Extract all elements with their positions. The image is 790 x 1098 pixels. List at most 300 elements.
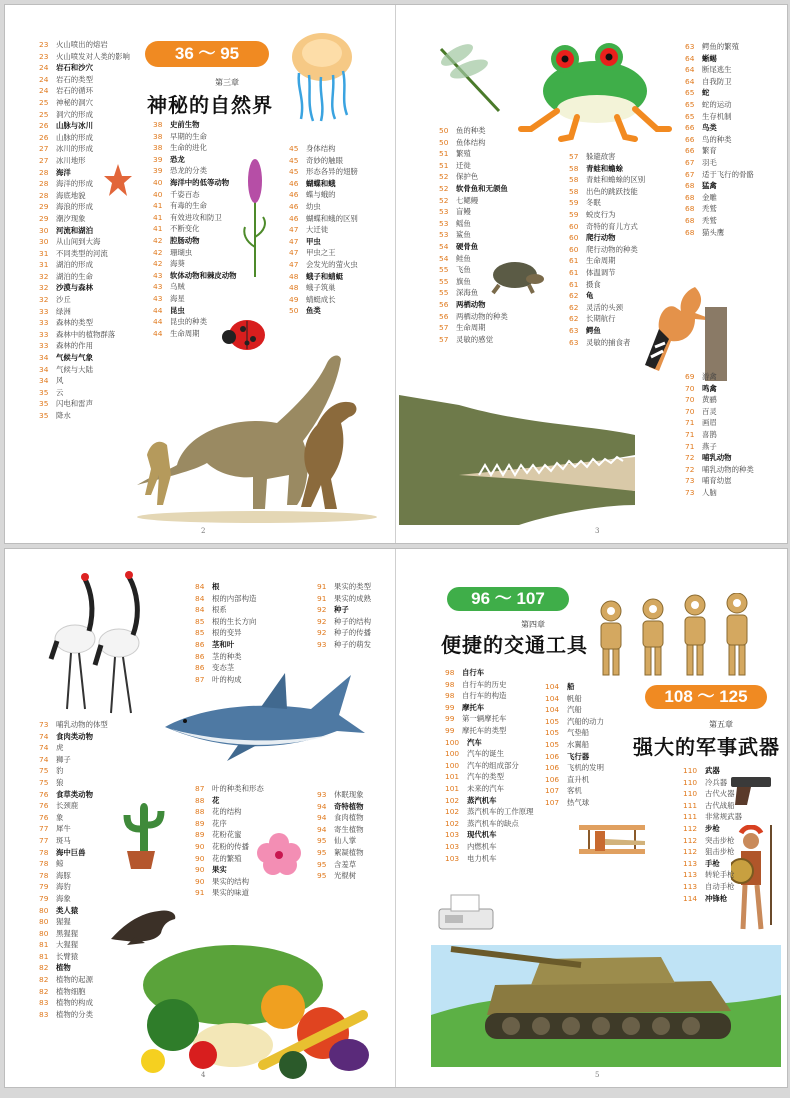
toc-page-number: 56 [439,299,449,309]
toc-entry [545,785,604,797]
toc-entry [289,259,358,271]
toc-entry-title: 潮汐现象 [56,213,86,223]
toc-entry-title: 海洋中的低等动物 [170,177,230,187]
toc-entry [195,662,256,674]
toc-entry [683,788,742,800]
toc-entry-title: 哺乳动物的种类 [702,464,754,474]
toc-page-number: 42 [153,259,163,269]
toc-page-number: 33 [39,318,49,328]
toc-page-number: 68 [685,215,695,225]
toc-entry [683,811,742,823]
toc-entry [153,119,237,131]
toc-entry-title: 武器 [705,766,720,775]
toc-page-number: 76 [39,812,49,822]
toc-page-number: 78 [39,859,49,869]
toc-page-number: 50 [289,306,299,316]
toc-page-number: 55 [439,276,449,286]
toc-page-number: 70 [685,383,695,393]
toc-entry-title: 种子 [334,605,349,615]
toc-entry-title: 狼 [56,777,64,787]
toc-entry-title: 乌贼 [170,282,185,292]
toc-entry-title: 果实的结构 [212,876,249,886]
toc-page-number: 104 [545,705,560,715]
toc-page-number: 107 [545,797,560,807]
toc-entry-title: 云 [56,387,64,397]
toc-page-number: 105 [545,728,560,738]
toc-page-number: 25 [39,109,49,119]
toc-entry [195,581,256,593]
biplane-image [575,817,651,873]
toc-page-number: 79 [39,893,49,903]
page-number-left: 2 [201,527,206,535]
toc-entry [569,197,645,209]
toc-page-number: 28 [39,167,49,177]
toc-page-number: 70 [685,406,695,416]
toc-entry-title: 花的繁殖 [212,853,242,863]
toc-entry-title: 海洋 [56,167,71,177]
toc-page-number: 31 [39,260,49,270]
toc-entry-title: 哺乳动物的体型 [56,720,108,729]
toc-entry [39,364,130,376]
toc-entry [195,674,256,686]
toc-entry [439,334,508,346]
toc-page-number: 27 [39,155,49,165]
page-number-right: 5 [595,1071,600,1079]
toc-entry [195,627,256,639]
toc-page-number: 41 [153,224,163,234]
toc-column-2 [195,581,256,685]
toc-entry-title: 会发光的萤火虫 [306,259,358,269]
toc-page-number: 90 [195,841,205,851]
toc-entry [289,271,358,283]
toc-entry [195,876,264,888]
toc-entry-title: 蝶与蛾的 [306,190,336,200]
toc-entry [153,270,237,282]
toc-entry-title: 气候与大陆 [56,364,93,374]
toc-entry [39,812,108,824]
toc-entry-title: 迁徙 [456,160,471,170]
toc-entry [39,777,108,789]
crocodile-image [399,395,639,525]
toc-entry [39,858,108,870]
toc-page-number: 87 [195,674,205,684]
toc-page-number: 101 [445,772,460,782]
toc-entry-title: 金雕 [702,192,717,202]
hoopoe-image [635,277,727,381]
toc-page-number: 74 [39,743,49,753]
toc-entry [317,859,364,871]
toc-entry-title: 飞鱼 [456,265,471,275]
toc-entry [289,305,358,317]
toc-page-number: 98 [445,691,455,701]
toc-page-number: 43 [153,282,163,292]
toc-entry-title: 昆虫的种类 [170,317,207,327]
toc-page-number: 62 [569,302,579,312]
toc-page-number: 44 [153,305,163,315]
toc-entry [683,869,742,881]
toc-entry-title: 火山喷出的熔岩 [56,40,108,49]
toc-entry [685,145,754,157]
toc-entry-title: 鸟类 [702,123,717,133]
toc-entry-title: 昆虫 [170,305,185,315]
toc-entry-title: 蛇 [702,88,710,98]
toc-entry-title: 鲑鱼 [456,253,471,263]
toc-entry-title: 青蛙和蟾蜍 [586,163,623,173]
toc-entry [439,195,508,207]
toc-page-number: 73 [39,720,49,729]
toc-entry [569,302,645,314]
toc-entry [39,259,130,271]
toc-entry [39,410,130,422]
toc-entry-title: 犀牛 [56,824,71,834]
toc-entry-title: 鳄鱼 [586,325,601,335]
toc-entry-title: 恐龙 [170,154,185,164]
toc-entry [445,841,534,853]
toc-entry [39,387,130,399]
toc-entry [439,287,508,299]
toc-page-number: 90 [195,876,205,886]
toc-entry [569,325,645,337]
toc-page-number: 47 [289,259,299,269]
toc-entry-title: 喜鹊 [702,429,717,439]
toc-entry-title: 花序 [212,818,227,828]
toc-entry-title: 花粉花蜜 [212,830,242,840]
toc-entry-title: 食肉类动物 [56,731,93,741]
toc-entry-title: 飞机的发明 [567,763,604,773]
toc-page-number: 70 [685,395,695,405]
toc-page-number: 84 [195,582,205,591]
toc-entry [683,765,742,777]
toc-entry-title: 早期的生命 [170,131,207,141]
toc-entry-title: 降水 [56,411,71,420]
toc-column-3b [317,789,364,882]
vegetables-image [113,915,375,1081]
chapter-4-title: 便捷的交通工具 [441,633,588,657]
toc-entry [445,667,534,679]
toc-page-number: 102 [445,818,460,828]
toc-entry-title: 奇妙的触眼 [306,155,343,165]
toc-page-number: 112 [683,835,698,845]
toc-entry-title: 风 [56,376,64,386]
toc-entry-title: 鳐鱼 [456,218,471,228]
toc-entry [545,739,604,751]
toc-entry-title: 灵敏的捕食者 [586,337,631,347]
toc-page-number: 68 [685,227,695,237]
toc-page-number: 111 [683,812,698,822]
toc-entry [683,777,742,789]
toc-entry [685,64,754,76]
toc-entry-title: 变态茎 [212,663,235,673]
toc-page-number: 38 [153,120,163,129]
toc-entry-title: 灵敏的感觉 [456,334,493,344]
toc-entry-title: 蒸汽机车 [467,795,497,805]
toc-page-number: 45 [289,144,299,153]
toc-page-number: 53 [439,230,449,240]
toc-entry [317,789,364,801]
toc-entry-title: 植物 [56,963,71,973]
toc-entry [39,719,108,731]
toc-page-number: 75 [39,777,49,787]
toc-column-6 [683,765,742,904]
toc-page-number: 103 [445,830,460,840]
toc-column-3 [289,143,358,317]
toc-entry-title: 千姿百态 [170,189,200,199]
toc-entry-title: 海星 [170,293,185,303]
toc-entry [445,783,534,795]
toc-entry-title: 生存机制 [702,111,732,121]
toc-entry [545,716,604,728]
toc-page-number: 38 [153,131,163,141]
toc-entry-title: 两栖动物 [456,299,486,309]
toc-entry [39,306,130,318]
toc-page-number: 46 [289,201,299,211]
toc-page-number: 67 [685,169,695,179]
toc-entry [195,887,264,899]
toc-entry [569,209,645,221]
toc-entry [39,97,130,109]
toc-page-number: 84 [195,593,205,603]
toc-entry-title: 湖泊的形成 [56,260,93,270]
toc-entry [39,916,108,928]
toc-entry-title: 鲨鱼 [456,230,471,240]
toc-page-number: 71 [685,418,695,428]
toc-page-number: 47 [289,225,299,235]
toc-entry [569,186,645,198]
toc-entry [685,227,754,239]
toc-page-number: 42 [153,235,163,245]
toc-entry [195,604,256,616]
toc-entry [153,316,237,328]
toc-entry-title: 直升机 [567,774,590,784]
toc-entry-title: 生命周期 [586,256,616,266]
toc-column-5 [545,681,604,809]
toc-entry [39,905,108,917]
toc-entry-title: 哺育幼崽 [702,476,732,486]
toc-page-number: 80 [39,917,49,927]
toc-entry-title: 蒸汽机车的缺点 [467,818,519,828]
toc-entry [39,823,108,835]
toc-entry-title: 闪电和雷声 [56,399,93,409]
toc-page-number: 29 [39,213,49,223]
toc-page-number: 78 [39,870,49,880]
toc-entry-title: 神秘的洞穴 [56,97,93,107]
toc-entry [317,593,371,605]
toc-page-number: 77 [39,835,49,845]
toc-entry [39,742,108,754]
toc-page-number: 99 [445,714,455,724]
toc-entry-title: 海浪的形成 [56,202,93,212]
toc-page-number: 64 [685,65,695,75]
toc-entry-title: 秃鹫 [702,215,717,225]
toc-entry-title: 根系 [212,605,227,615]
toc-entry-title: 海豹 [56,882,71,892]
toc-entry-title: 手枪 [705,858,720,868]
toc-entry-title: 七鳃鳗 [456,195,479,205]
toc-entry [195,651,256,663]
toc-entry [195,593,256,605]
toc-entry-title: 蜻蜓成长 [306,294,336,304]
toc-page-number: 41 [153,212,163,222]
toc-entry-title: 海葵 [170,259,185,269]
toc-entry-title: 非常规武器 [705,812,742,822]
toc-entry [39,731,108,743]
toc-page-number: 105 [545,739,560,749]
toc-entry-title: 蝴蝶和蛾的区别 [306,213,358,223]
toc-entry-title: 自行车的构造 [462,691,507,701]
toc-page-number: 51 [439,149,449,159]
toc-entry-title: 生命周期 [170,328,200,338]
toc-entry [153,328,237,340]
toc-page-number: 93 [317,790,327,799]
toc-entry [195,841,264,853]
toc-entry-title: 花粉的传播 [212,841,249,851]
toc-entry-title: 根的内部构造 [212,593,257,603]
toc-entry [39,201,130,213]
toc-page-number: 28 [39,190,49,200]
toc-page-number: 76 [39,801,49,811]
toc-page-number: 110 [683,789,698,799]
toc-entry-title: 狮子 [56,754,71,764]
toc-entry-title: 甲虫 [306,236,321,246]
toc-entry [683,846,742,858]
toc-entry [153,165,237,177]
toc-entry [39,893,108,905]
toc-entry [685,417,754,429]
toc-page-number: 41 [153,201,163,211]
toc-entry [685,76,754,88]
toc-page-number: 42 [153,247,163,257]
toc-entry [569,221,645,233]
toc-entry-title: 人脑 [702,487,717,497]
toc-page-number: 61 [569,279,579,289]
toc-page-number: 45 [289,155,299,165]
toc-entry [39,974,108,986]
chapter-3-title: 神秘的自然界 [147,93,273,117]
toc-entry [685,383,754,395]
toc-entry-title: 不断变化 [170,224,200,234]
chapter-5-title: 强大的军事武器 [633,735,780,759]
toc-entry-title: 飞行器 [567,751,590,761]
toc-entry-title: 豹 [56,766,64,776]
toc-entry-title: 体温调节 [586,267,616,277]
toc-page-number: 31 [39,248,49,258]
toc-entry [545,751,604,763]
toc-entry-title: 鳄鱼的繁殖 [702,42,739,51]
toc-entry-title: 爬行动物 [586,233,616,243]
toc-entry [445,725,534,737]
toc-page-number: 63 [685,42,695,51]
toc-page-number: 57 [569,152,579,161]
toc-entry-title: 岩石的循环 [56,86,93,96]
toc-entry-title: 出色的跳跃技能 [586,186,638,196]
toc-entry-title: 河流和湖泊 [56,225,93,235]
toc-page-number: 26 [39,132,49,142]
toc-entry [317,824,364,836]
toc-page-number: 92 [317,605,327,615]
toc-entry-title: 水翼船 [567,739,590,749]
toc-page-number: 98 [445,679,455,689]
toc-entry-title: 绿洲 [56,306,71,316]
toc-entry [39,39,130,51]
toc-page-number: 64 [685,76,695,86]
toc-entry [439,148,508,160]
toc-entry [39,835,108,847]
toc-entry [39,248,130,260]
toc-entry [39,881,108,893]
toc-entry-title: 软体动物和棘皮动物 [170,270,237,280]
toc-entry-title: 汽车的类型 [467,772,504,782]
toc-page-number: 48 [289,283,299,293]
toc-page-number: 78 [39,847,49,857]
toc-entry-title: 古代战船 [705,800,735,810]
toc-entry [39,870,108,882]
toc-entry [153,293,237,305]
toc-entry-title: 气垫船 [567,728,590,738]
toc-entry [39,997,108,1009]
toc-entry-title: 保护色 [456,172,479,182]
toc-entry-title: 猩猩 [56,917,71,927]
toc-entry [317,604,371,616]
toc-page-number: 35 [39,411,49,420]
toc-entry-title: 硬骨鱼 [456,241,479,251]
dragonfly-image [435,41,505,115]
toc-entry-title: 秃鹫 [702,204,717,214]
toc-entry-title: 果实的味道 [212,888,249,898]
toc-entry-title: 洞穴的形成 [56,109,93,119]
toc-entry-title: 热气球 [567,797,590,807]
toc-page-number: 66 [685,123,695,133]
toc-entry-title: 从山间到大海 [56,237,101,247]
toc-entry-title: 海象 [56,893,71,903]
toc-page-number: 55 [439,288,449,298]
toc-entry [685,192,754,204]
toc-entry [39,928,108,940]
toc-page-number: 86 [195,651,205,661]
toc-entry [445,737,534,749]
toc-page-number: 51 [439,160,449,170]
toc-entry-title: 象 [56,812,64,822]
toc-entry [39,236,130,248]
toc-page-number: 30 [39,237,49,247]
toc-page-number: 66 [685,146,695,156]
toc-entry-title: 光棍树 [334,871,357,881]
chapter-4-page-range-badge: 96 ～ 107 [447,587,569,611]
toc-page-number: 80 [39,928,49,938]
toc-entry-title: 两栖动物的种类 [456,311,508,321]
cranes-image [45,569,155,715]
toc-page-number: 52 [439,183,449,193]
toc-entry-title: 蝴蝶和蛾 [306,178,336,188]
toc-entry [39,800,108,812]
toc-page-number: 89 [195,818,205,828]
toc-entry-title: 客机 [567,786,582,796]
toc-page-number: 95 [317,847,327,857]
toc-page-number: 74 [39,731,49,741]
chapter-5-number: 第五章 [709,720,733,729]
toc-entry-title: 鱼体结构 [456,137,486,147]
toc-entry [39,789,108,801]
toc-entry [153,142,237,154]
toc-entry [439,299,508,311]
toc-page-number: 32 [39,295,49,305]
toc-entry-title: 冰川地形 [56,155,86,165]
toc-entry [289,189,358,201]
toc-entry [195,853,264,865]
toc-page-number: 71 [685,429,695,439]
toc-entry [439,218,508,230]
toc-column-3 [317,581,371,651]
toc-entry [439,253,508,265]
